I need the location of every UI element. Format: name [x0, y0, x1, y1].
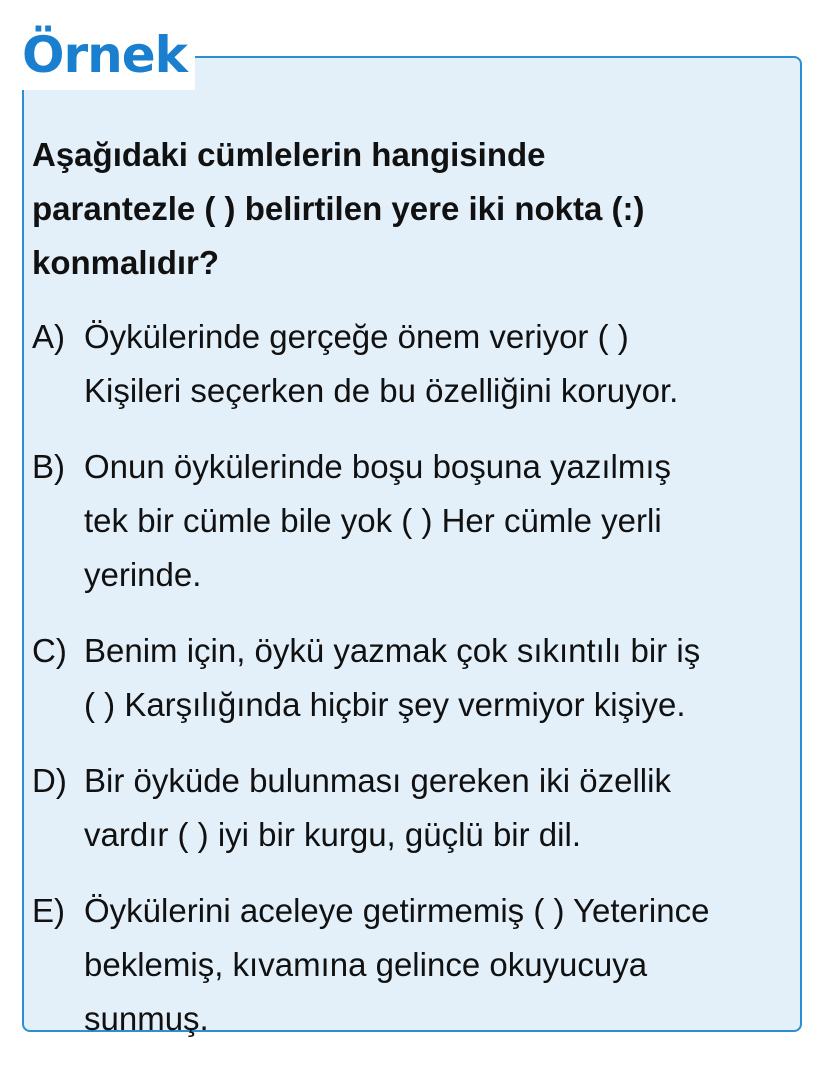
option-letter: E) — [32, 892, 65, 929]
option-line: sunmuş. — [84, 1000, 209, 1037]
question-line: Aşağıdaki cümlelerin hangisinde — [32, 136, 546, 173]
option-line: tek bir cümle bile yok ( ) Her cümle yerli — [84, 502, 662, 539]
option-line: yerinde. — [84, 556, 202, 593]
option-letter: A) — [32, 318, 65, 355]
title-label — [14, 20, 195, 90]
option-line: ( ) Karşılığında hiçbir şey vermiyor kişiye. — [84, 686, 686, 723]
question-line: konmalıdır? — [32, 244, 220, 281]
option-a[interactable] — [32, 310, 796, 418]
option-line: Benim için, öykü yazmak çok sıkıntılı bir iş — [84, 632, 701, 669]
answer-options — [32, 310, 796, 1068]
option-letter: C) — [32, 632, 67, 669]
option-line: Öykülerini aceleye getirmemiş ( ) Yeterince — [84, 892, 710, 929]
option-c[interactable] — [32, 624, 796, 732]
question-text — [32, 128, 792, 290]
option-letter: D) — [32, 762, 67, 799]
option-line: Öykülerinde gerçeğe önem veriyor ( ) — [84, 318, 629, 355]
example-title: Örnek — [22, 26, 187, 84]
option-letter: B) — [32, 448, 65, 485]
option-line: vardır ( ) iyi bir kurgu, güçlü bir dil. — [84, 816, 581, 853]
option-line: Onun öykülerinde boşu boşuna yazılmış — [84, 448, 672, 485]
option-e[interactable] — [32, 884, 796, 1046]
option-d[interactable] — [32, 754, 796, 862]
question-line: parantezle ( ) belirtilen yere iki nokta (:) — [32, 190, 645, 227]
option-line: Bir öyküde bulunması gereken iki özellik — [84, 762, 671, 799]
option-b[interactable] — [32, 440, 796, 602]
option-line: beklemiş, kıvamına gelince okuyucuya — [84, 946, 648, 983]
option-line: Kişileri seçerken de bu özelliğini koruyor. — [84, 372, 679, 409]
